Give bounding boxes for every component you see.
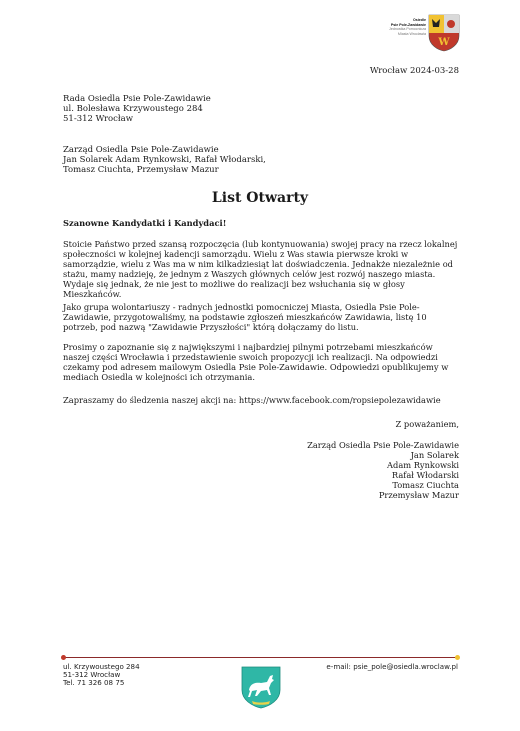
paragraph-1: Stoicie Państwo przed szansą rozpoczęcia (lub kontynuowania) swojej pracy na rzecz lokalnej społeczności w kolejnej kadencji samorządu. Wielu z Was stawia pierwsze kroki w samorządzie, wielu z Was ma w nim kilkadziesiąt lat doświadczenia. Jednakże niezależnie od stażu, mamy nadzieję, że jednym z Waszych głównych celów jest rozwój naszego miasta. Wydaje się jednak, że nie jest to możliwe do realizacji bez wsłuchania się w głosy Mieszkańców. (63, 239, 458, 300)
paragraph-2: Jako grupa wolontariuszy - radnych jednostki pomocniczej Miasta, Osiedla Psie Pole-Zawidawie, przygotowaliśmy, na podstawie zgłoszeń mieszkańców Zawidawia, listę 10 potrzeb, pod nazwą "Zawidawie Przyszłości" którą dołączamy do listu. (63, 302, 427, 333)
svg-text:W: W (438, 37, 450, 48)
letter-title: List Otwarty (211, 190, 309, 206)
logo-line-3: Jednostka Pomocnicza (389, 27, 426, 32)
letter-date: Wrocław 2024-03-28 (369, 66, 459, 76)
logo-text (376, 18, 426, 36)
city-crest-icon (428, 14, 460, 52)
recipient-line-3: 51-312 Wrocław (63, 114, 134, 125)
logo-line-1: Osiedle (413, 18, 426, 22)
signature-org: Zarząd Osiedla Psie Pole-Zawidawie (307, 440, 459, 450)
signature-name: Przemysław Mazur (378, 490, 459, 501)
sender-address (63, 145, 266, 176)
logo-line-2: Psie Pole-Zawidawie (390, 22, 426, 27)
signature-name: Adam Rynkowski (387, 460, 459, 471)
footer-dot-left-icon (61, 655, 66, 660)
footer-dot-right-icon (455, 655, 460, 660)
sender-line-1: Zarząd Osiedla Psie Pole-Zawidawie (63, 145, 219, 155)
signature-name: Rafał Włodarski (391, 470, 459, 481)
recipient-address (63, 94, 211, 125)
footer-divider (63, 657, 457, 658)
footer-phone: Tel. 71 326 08 75 (63, 678, 125, 688)
greyhound-emblem-icon (238, 664, 284, 710)
footer-email: e-mail: psie_pole@osiedla.wroclaw.pl (326, 662, 458, 671)
logo-line-4: Miasta Wrocławia (397, 31, 426, 36)
footer-address (63, 663, 140, 688)
paragraph-3: Prosimy o zapoznanie się z największymi i najbardziej pilnymi potrzebami mieszkańców naszej części Wrocławia i przedstawienie swoich propozycji ich realizacji. Na odpowiedzi czekamy pod adresem mailowym Osiedla Psie Pole-Zawidawie. Odpowiedzi opublikujemy w mediach Osiedla w kolejności ich otrzymania. (63, 342, 449, 383)
recipient-line-2: ul. Bolesława Krzywoustego 284 (63, 104, 203, 115)
footer-address-line-2: 51-312 Wrocław (63, 670, 121, 680)
signature-name: Tomasz Ciuchta (392, 480, 459, 491)
recipient-line-1: Rada Osiedla Psie Pole-Zawidawie (63, 94, 211, 104)
district-logo (376, 14, 462, 56)
signature-name: Jan Solarek (410, 450, 459, 461)
footer-address-line-1: ul. Krzywoustego 284 (63, 662, 140, 671)
paragraph-4: Zapraszamy do śledzenia naszej akcji na: https://www.facebook.com/ropsiepolezawidawie (63, 395, 441, 405)
signature-block (307, 440, 459, 501)
letter-greeting: Szanowne Kandydatki i Kandydaci! (63, 218, 227, 228)
sender-line-2: Jan Solarek Adam Rynkowski, Rafał Włodarski, (63, 155, 266, 166)
sender-line-3: Tomasz Ciuchta, Przemysław Mazur (63, 165, 219, 176)
closing: Z poważaniem, (395, 419, 459, 429)
